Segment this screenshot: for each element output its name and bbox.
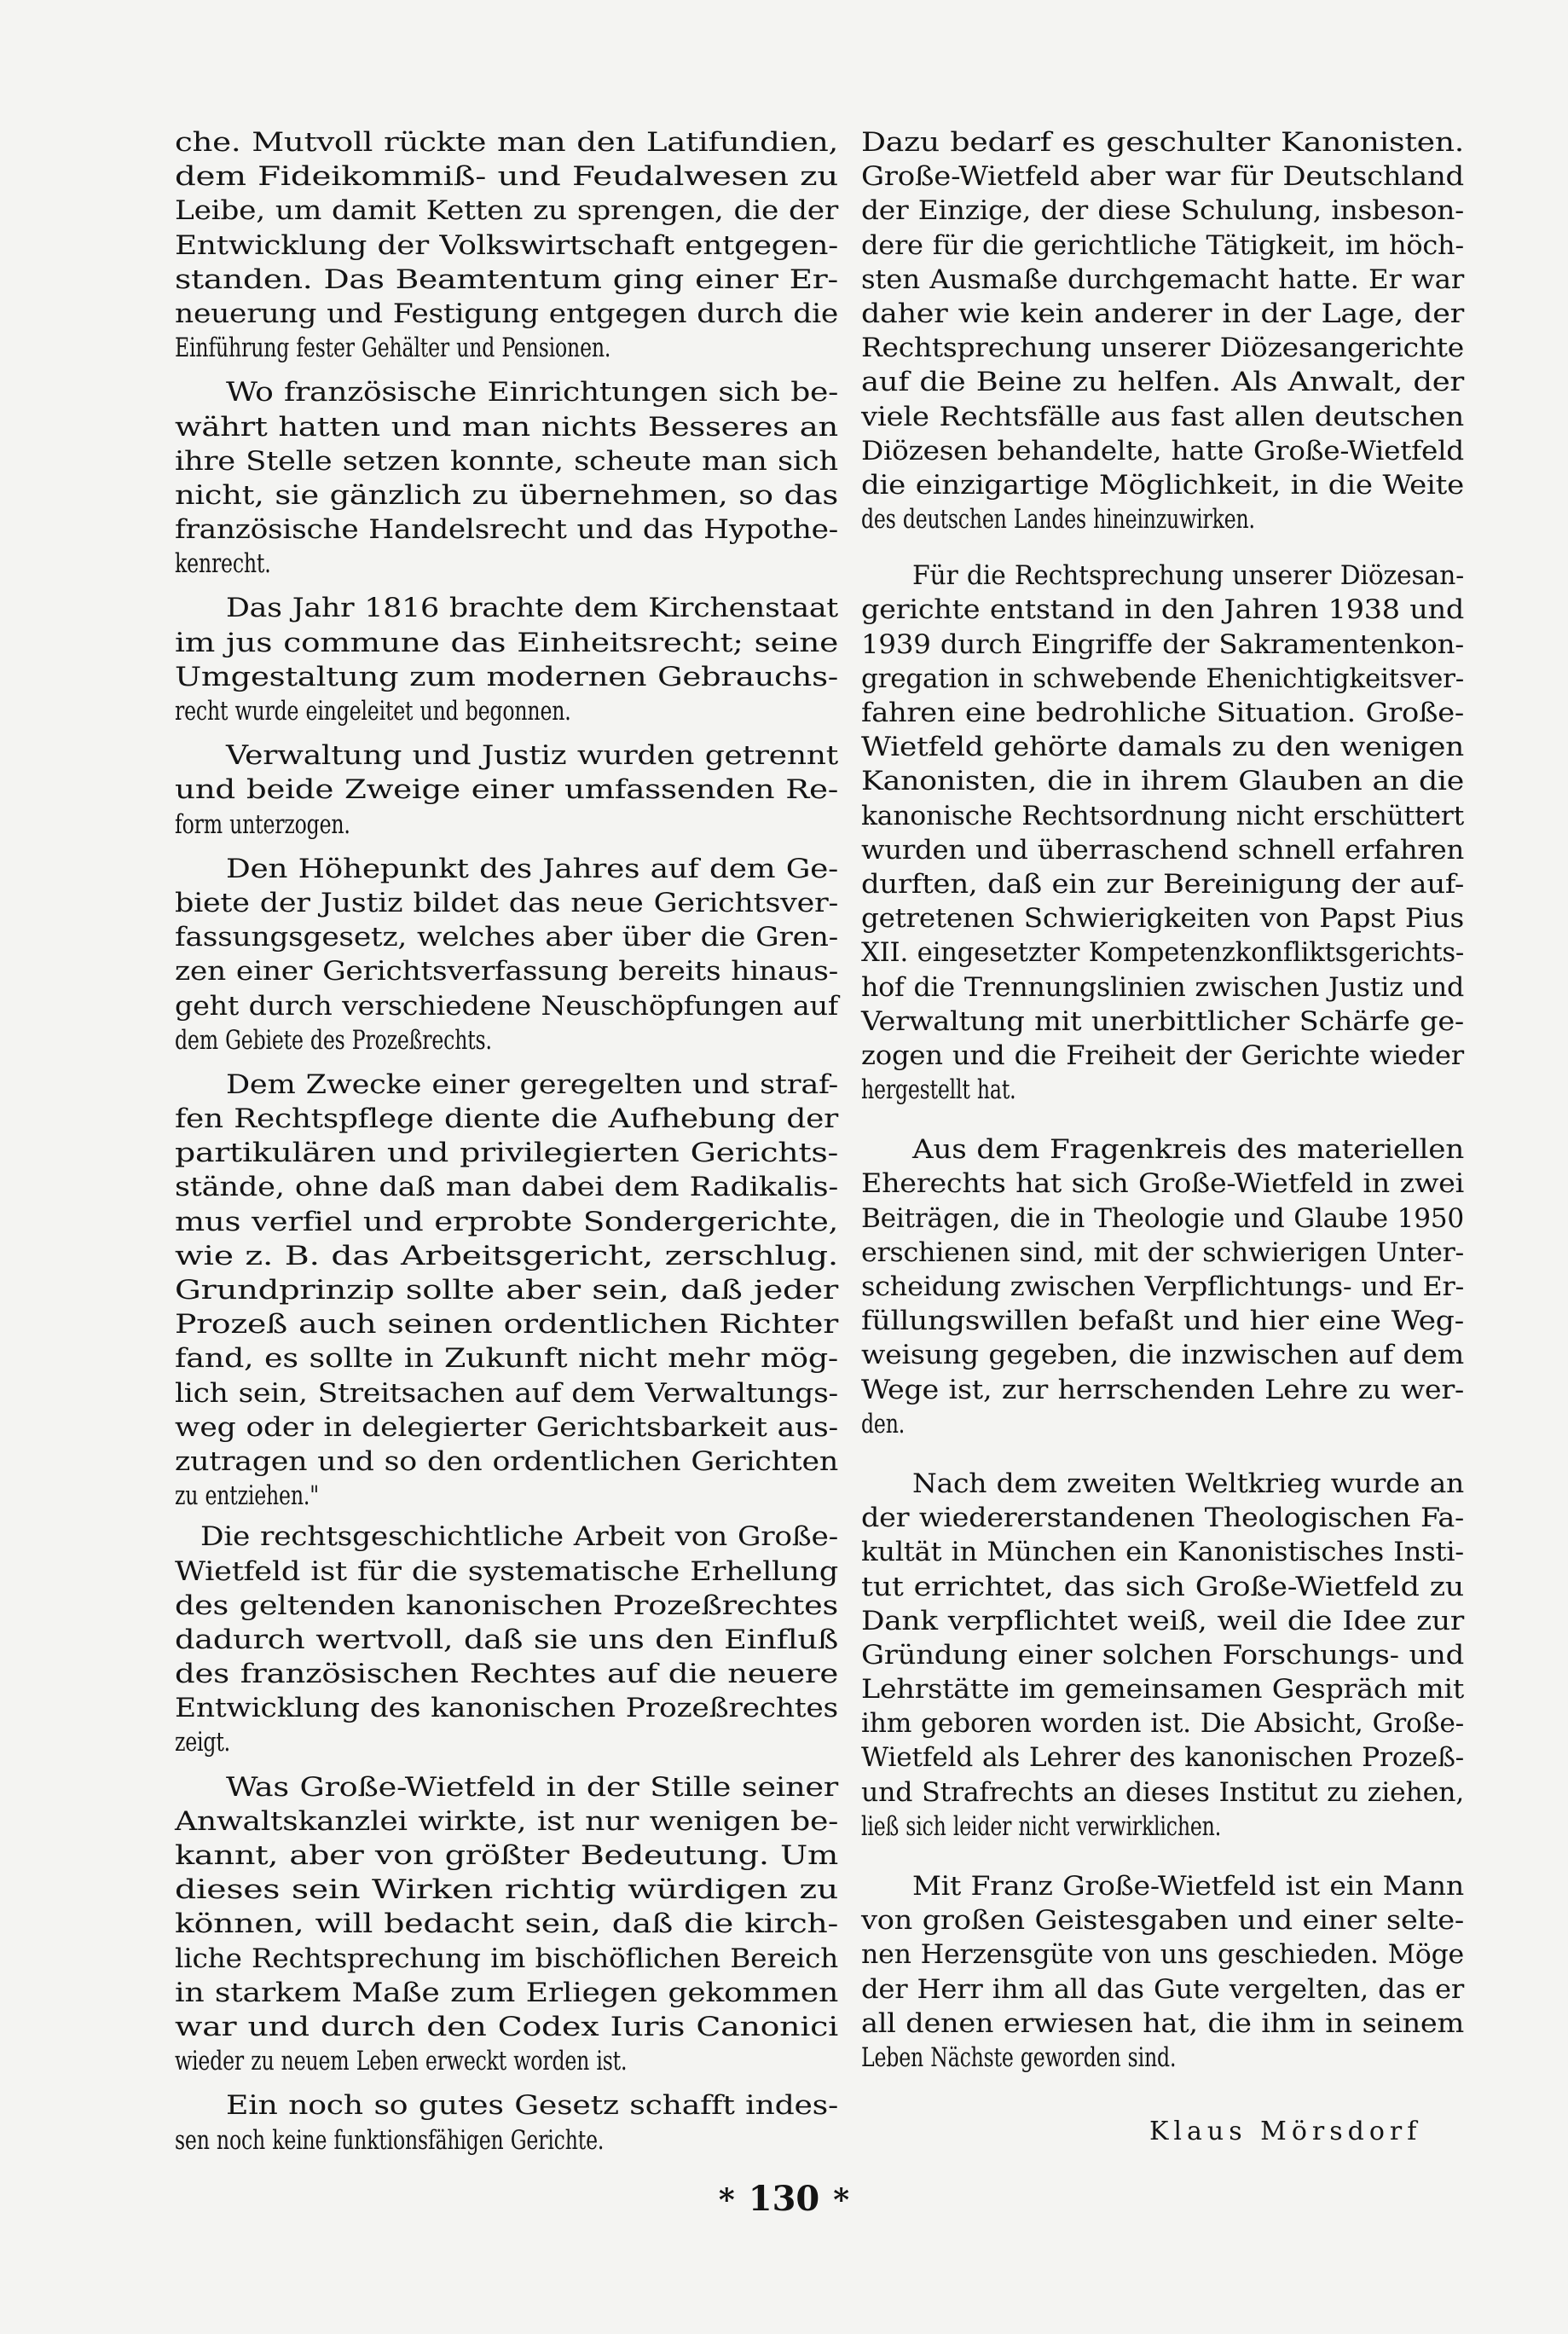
text-line: 1939 durch Eingriffe der Sakramentenkon- [861, 629, 1465, 660]
text-line: kanonische Rechtsordnung nicht erschüttert [861, 801, 1464, 831]
text-line: Wietfeld als Lehrer des kanonischen Prozeß- [861, 1743, 1465, 1774]
text-line: Die rechtsgeschichtliche Arbeit von Große- [200, 1522, 838, 1553]
text-line: XII. eingesetzter Kompetenzkonfliktsgerichts- [861, 938, 1465, 969]
paragraph [175, 592, 838, 729]
text-line: Diözesen behandelte, hatte Große-Wietfeld [861, 436, 1465, 466]
text-line: mus verfiel und erprobte Sondergerichte, [175, 1207, 838, 1237]
text-line: den. [861, 1409, 906, 1439]
text-line: Eherechts hat sich Große-Wietfeld in zwei [861, 1169, 1465, 1200]
text-line: war und durch den Codex Iuris Canonici [175, 2012, 838, 2042]
text-line: Dazu bedarf es geschulter Kanonisten. [861, 128, 1465, 158]
text-line: standen. Das Beamtentum ging einer Er- [175, 264, 838, 295]
text-line: französische Handelsrecht und das Hypothe- [175, 515, 839, 546]
text-line: ihm geboren worden ist. Die Absicht, Große- [861, 1709, 1464, 1740]
text-line: Nach dem zweiten Weltkrieg wurde an [912, 1468, 1465, 1499]
text-line: Prozeß auch seinen ordentlichen Richter [175, 1310, 838, 1341]
paragraph [175, 739, 838, 843]
text-line: des französischen Rechtes auf die neuere [175, 1659, 838, 1690]
text-line: auf die Beine zu helfen. Als Anwalt, der [861, 368, 1465, 398]
text-line: hergestellt hat. [861, 1075, 1016, 1106]
text-line: Ein noch so gutes Gesetz schafft indes- [226, 2091, 838, 2122]
text-line: Dank verpflichtet weiß, weil die Idee zur [861, 1606, 1464, 1636]
text-line: neuerung und Festigung entgegen durch die [175, 298, 839, 329]
text-line: kultät in München ein Kanonistisches Insti- [861, 1538, 1464, 1568]
paragraph [175, 853, 838, 1058]
text-line: all denen erwiesen hat, die ihm in seinem [861, 2008, 1465, 2039]
text-line: Gründung einer solchen Forschungs- und [861, 1640, 1464, 1671]
text-line: Entwicklung der Volkswirtschaft entgegen- [175, 230, 838, 261]
paragraph [861, 1133, 1464, 1442]
text-line: Wietfeld gehörte damals zu den wenigen [861, 733, 1465, 763]
text-line: können, will bedacht sein, daß die kirch- [175, 1909, 839, 1940]
text-line: zu entziehen." [175, 1481, 319, 1512]
text-line: scheidung zwischen Verpflichtungs- und Er- [861, 1272, 1465, 1302]
text-line: weisung gegeben, die inzwischen auf dem [861, 1341, 1464, 1371]
paragraph-gap [175, 582, 838, 592]
left-text-column [175, 126, 838, 2158]
text-line: füllungswillen befaßt und hier eine Weg- [861, 1306, 1464, 1337]
text-line: nen Herzensgüte von uns geschieden. Möge [861, 1940, 1465, 1971]
text-line: fand, es sollte in Zukunft nicht mehr mög- [175, 1344, 838, 1375]
text-line: kenrecht. [175, 549, 271, 580]
paragraph [861, 1468, 1464, 1845]
paragraph [175, 376, 838, 582]
text-line: geht durch verschiedene Neuschöpfungen auf [175, 991, 838, 1022]
asterisk-ornament-left: * [718, 2182, 735, 2218]
right-text-column [861, 126, 1464, 2076]
paragraph [861, 1870, 1464, 2076]
text-line: ließ sich leider nicht verwirklichen. [861, 1811, 1222, 1842]
text-line: erschienen sind, mit der schwierigen Unter- [861, 1237, 1465, 1268]
text-line: ihre Stelle setzen konnte, scheute man sich [175, 446, 838, 477]
paragraph-gap [861, 1108, 1464, 1133]
text-line: Lehrstätte im gemeinsamen Gespräch mit [861, 1675, 1464, 1706]
text-line: Leibe, um damit Ketten zu sprengen, die der [175, 196, 839, 227]
author-signature: Klaus Mörsdorf [1149, 2117, 1422, 2146]
text-line: in starkem Maße zum Erliegen gekommen [175, 1978, 839, 2008]
text-line: stände, ohne daß man dabei dem Radikalis- [175, 1173, 838, 1203]
text-line: gregation in schwebende Ehenichtigkeitsver- [861, 663, 1464, 694]
text-line: und Strafrechts an dieses Institut zu ziehen, [861, 1777, 1465, 1808]
text-line: wie z. B. das Arbeitsgericht, zerschlug. [175, 1241, 838, 1271]
text-line: viele Rechtsfälle aus fast allen deutschen [861, 402, 1464, 432]
text-line: Verwaltung und Justiz wurden getrennt [226, 741, 838, 772]
text-line: Grundprinzip sollte aber sein, daß jeder [175, 1276, 839, 1306]
text-line: Kanonisten, die in ihrem Glauben an die [861, 767, 1465, 797]
paragraph-gap [175, 2079, 838, 2089]
text-line: zen einer Gerichtsverfassung bereits hinaus- [175, 957, 839, 987]
text-line: Entwicklung des kanonischen Prozeßrechtes [175, 1694, 838, 1724]
text-line: Leben Nächste geworden sind. [861, 2042, 1177, 2073]
paragraph-gap [175, 843, 838, 853]
paragraph [175, 1520, 838, 1760]
text-line: durften, daß ein zur Bereinigung der auf- [861, 869, 1465, 900]
text-line: lich sein, Streitsachen auf dem Verwaltungs- [175, 1378, 838, 1409]
text-line: des geltenden kanonischen Prozeßrechtes [175, 1590, 838, 1621]
text-line: zeigt. [175, 1728, 230, 1758]
text-line: nicht, sie gänzlich zu übernehmen, so das [175, 480, 838, 511]
paragraph-gap [861, 1845, 1464, 1870]
text-line: Wietfeld ist für die systematische Erhellung [175, 1556, 839, 1587]
text-line: che. Mutvoll rückte man den Latifundien, [175, 128, 838, 158]
text-line: biete der Justiz bildet das neue Gerichtsver- [175, 888, 839, 918]
page-number-footer [0, 2179, 1568, 2219]
text-line: Anwaltskanzlei wirkte, ist nur wenigen be- [175, 1806, 839, 1837]
text-line: der wiedererstandenen Theologischen Fa- [861, 1503, 1465, 1534]
text-line: dem Gebiete des Prozeßrechts. [175, 1025, 492, 1056]
text-line: die einzigartige Möglichkeit, in die Weite [861, 470, 1464, 501]
text-line: Große-Wietfeld aber war für Deutschland [861, 162, 1464, 193]
text-line: Wege ist, zur herrschenden Lehre zu wer- [861, 1375, 1465, 1405]
text-line: und beide Zweige einer umfassenden Re- [175, 775, 839, 806]
text-line: Verwaltung mit unerbittlicher Schärfe ge- [861, 1006, 1464, 1037]
paragraph [861, 126, 1464, 537]
paragraph [175, 2089, 838, 2157]
text-line: Dem Zwecke einer geregelten und straf- [226, 1069, 838, 1100]
text-line: des deutschen Landes hineinzuwirken. [861, 505, 1255, 536]
paragraph-gap [175, 1058, 838, 1069]
text-line: dem Fideikommiß- und Feudalwesen zu [175, 162, 838, 193]
paragraph-gap [175, 366, 838, 376]
text-line: dieses sein Wirken richtig würdigen zu [175, 1875, 839, 1906]
text-line: der Einzige, der diese Schulung, insbeson- [861, 196, 1465, 227]
text-line: Rechtsprechung unserer Diözesangerichte [861, 333, 1464, 364]
text-line: fen Rechtspflege diente die Aufhebung der [175, 1104, 839, 1135]
text-line: gerichte entstand in den Jahren 1938 und [861, 595, 1465, 626]
asterisk-ornament-right: * [833, 2182, 850, 2218]
text-line: der Herr ihm all das Gute vergelten, das er [861, 1974, 1465, 2005]
text-line: zogen und die Freiheit der Gerichte wieder [861, 1040, 1464, 1071]
text-line: Mit Franz Große-Wietfeld ist ein Mann [912, 1872, 1464, 1902]
text-line: weg oder in delegierter Gerichtsbarkeit aus- [175, 1412, 838, 1443]
text-line: hof die Trennungslinien zwischen Justiz und [861, 972, 1464, 1003]
text-line: Was Große-Wietfeld in der Stille seiner [226, 1772, 839, 1803]
paragraph [175, 1069, 838, 1514]
text-line: fahren eine bedrohliche Situation. Große- [861, 698, 1465, 728]
text-line: sen noch keine funktionsfähigen Gerichte. [175, 2125, 605, 2156]
text-line: getretenen Schwierigkeiten von Papst Pius [861, 904, 1465, 935]
paragraph [861, 559, 1464, 1108]
text-line: im jus commune das Einheitsrecht; seine [175, 628, 839, 658]
text-line: form unterzogen. [175, 809, 350, 840]
paragraph-gap [861, 1442, 1464, 1468]
paragraph-gap [175, 1514, 838, 1520]
text-line: dere für die gerichtliche Tätigkeit, im höch- [861, 230, 1465, 261]
text-line: Das Jahr 1816 brachte dem Kirchenstaat [226, 594, 839, 624]
text-line: kannt, aber von größter Bedeutung. Um [175, 1841, 839, 1871]
paragraph-gap [175, 1761, 838, 1771]
text-line: partikulären und privilegierten Gerichts- [175, 1138, 838, 1169]
text-line: wurden und überraschend schnell erfahren [861, 835, 1465, 866]
paragraph [175, 126, 838, 366]
text-line: sten Ausmaße durchgemacht hatte. Er war [861, 264, 1465, 295]
paragraph [175, 1771, 838, 2080]
text-line: recht wurde eingeleitet und begonnen. [175, 697, 571, 727]
text-line: Aus dem Fragenkreis des materiellen [912, 1135, 1464, 1166]
text-line: Den Höhepunkt des Jahres auf dem Ge- [226, 854, 838, 884]
text-line: dadurch wertvoll, daß sie uns den Einfluß [175, 1625, 839, 1655]
text-line: Einführung fester Gehälter und Pensionen. [175, 333, 611, 364]
text-line: Für die Rechtsprechung unserer Diözesan- [912, 561, 1465, 592]
text-line: Beiträgen, die in Theologie und Glaube 1950 [861, 1203, 1465, 1234]
text-line: daher wie kein anderer in der Lage, der [861, 298, 1465, 329]
paragraph-gap [175, 729, 838, 739]
text-line: Umgestaltung zum modernen Gebrauchs- [175, 662, 839, 692]
text-line: währt hatten und man nichts Besseres an [175, 412, 838, 443]
text-line: zutragen und so den ordentlichen Gerichten [175, 1446, 838, 1477]
paragraph-gap [861, 537, 1464, 559]
text-line: liche Rechtsprechung im bischöflichen Bereich [175, 1943, 839, 1974]
text-line: wieder zu neuem Leben erweckt worden ist. [175, 2047, 628, 2077]
text-line: Wo französische Einrichtungen sich be- [226, 378, 839, 408]
text-line: von großen Geistesgaben und einer selte- [861, 1906, 1465, 1937]
page-number: 130 [748, 2179, 820, 2219]
text-line: tut errichtet, das sich Große-Wietfeld zu [861, 1572, 1464, 1602]
text-line: fassungsgesetz, welches aber über die Gren- [175, 923, 839, 953]
